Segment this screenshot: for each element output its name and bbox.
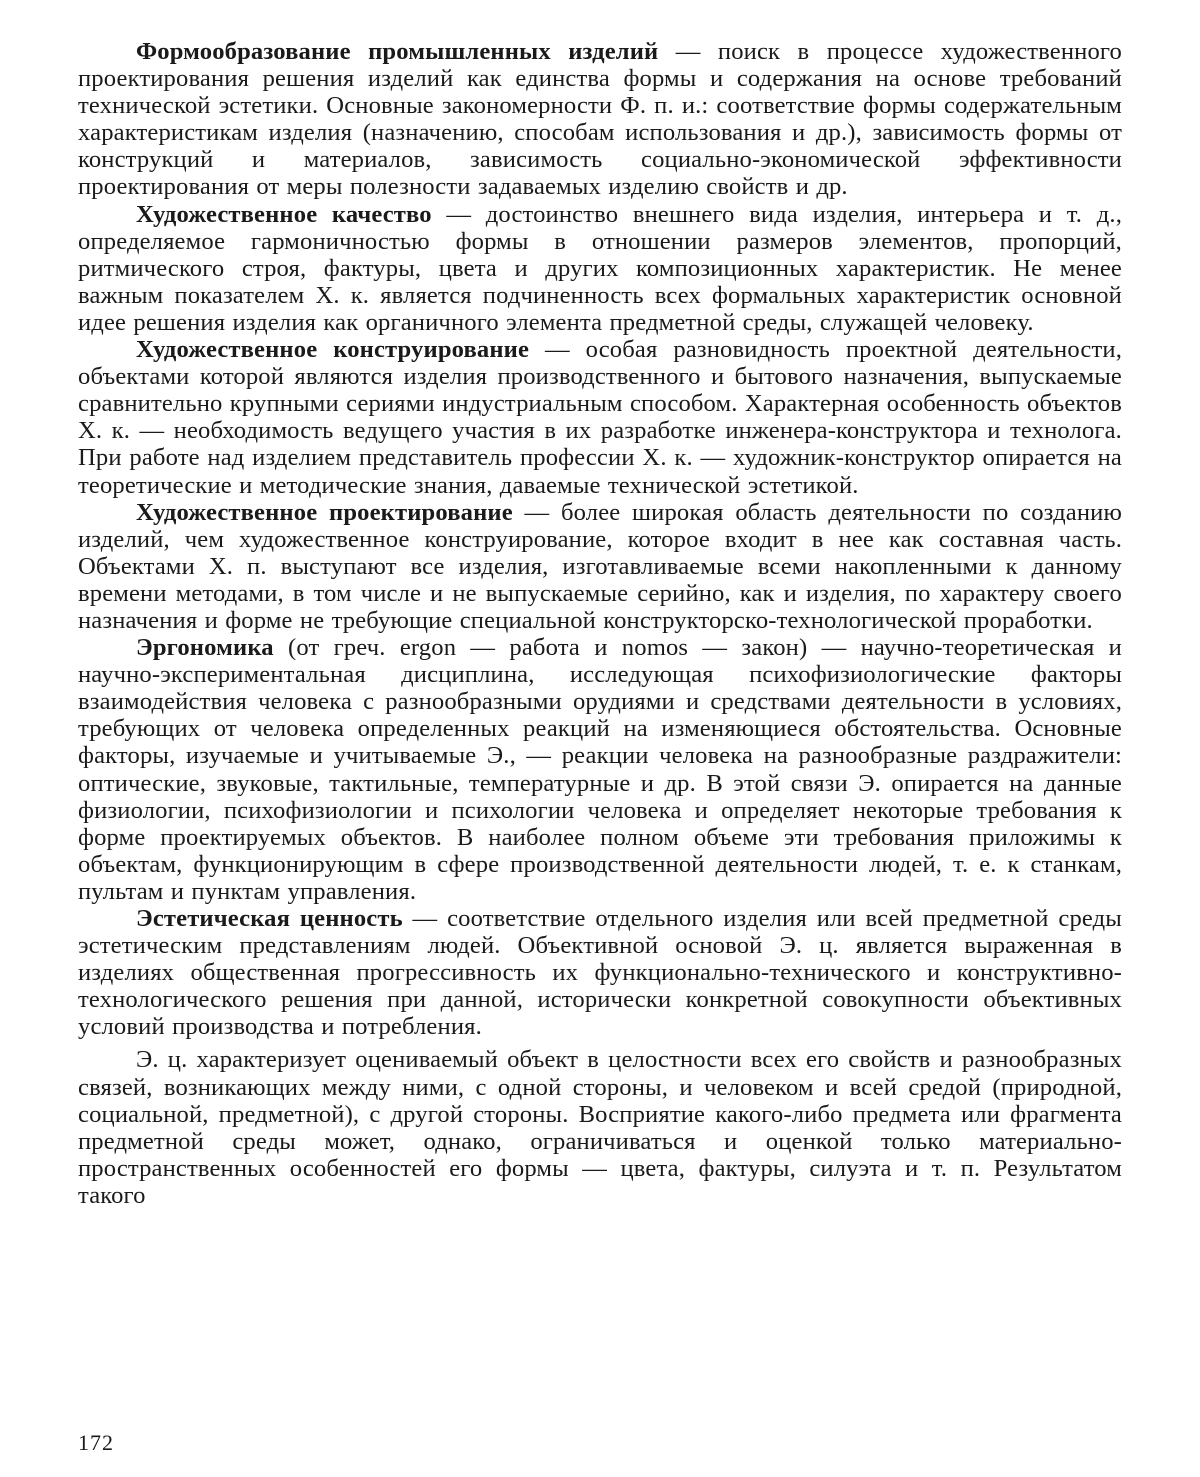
entry-term: Художественное конструирование xyxy=(136,336,530,364)
entry-text: — особая разновидность проектной деятельности, объектами которой являются изделия производственного и бытового назначения, выпускаемые сравнительно крупными сериями индустриальным способом. Характерная особенность объектов Х. к. — необходимость ведущего участия в их разработке инженера-конструктора и технолога. При работе над изделием представитель профессии Х. к. — художник-конструктор опирается на теоретические и методические знания, даваемые технической эстетикой. xyxy=(78,336,1122,499)
entry-text: — соответствие отдельного изделия или всей предметной среды эстетическим представлениям людей. Объективной основой Э. ц. является выраженная в изделиях общественная прогрессивность их функционально-технического и конструктивно-технологического решения при данной, исторически конкретной совокупности объективных условий производства и потребления. xyxy=(78,905,1122,1041)
entry-text: (от греч. ergon — работа и nomos — закон) — научно-теоретическая и научно-экспериментальная дисциплина, исследующая психофизиологические факторы взаимодействия человека с разнообразными орудиями и средствами деятельности в условиях, требующих от человека определенных реакций на изменяющиеся обстоятельства. Основные факторы, изучаемые и учитываемые Э., — реакции человека на разнообразные раздражители: оптические, звуковые, тактильные, температурные и др. В этой связи Э. опирается на данные физиологии, психофизиологии и психологии человека и определяет некоторые требования к форме проектируемых объектов. В наиболее полном объеме эти требования приложимы к объектам, функционирующим в сфере производственной деятельности людей, т. е. к станкам, пультам и пунктам управления. xyxy=(78,634,1122,905)
entry-text: — более широкая область деятельности по созданию изделий, чем художественное конструирование, которое входит в нее как составная часть. Объектами Х. п. выступают все изделия, изготавливаемые всеми накопленными к данному времени методами, в том числе и не выпускаемые серийно, как и изделия, по характеру своего назначения и форме не требующие специальной конструкторско-технологической проработки. xyxy=(78,498,1122,634)
entry-term: Художественное качество xyxy=(136,200,432,228)
entry-artistic-quality xyxy=(78,201,1122,336)
entry-form-shaping xyxy=(78,38,1122,201)
entry-ergonomics xyxy=(78,634,1122,905)
continuation-paragraph: Э. ц. характеризует оцениваемый объект в целостности всех его свойств и разнообразных связей, возникающих между ними, с одной стороны, и человеком и всей средой (природной, социальной, предметной), с другой стороны. Восприятие какого-либо предмета или фрагмента предметной среды может, однако, ограничиваться и оценкой только материально-пространственных особенностей его формы — цвета, фактуры, силуэта и т. п. Результатом такого xyxy=(78,1046,1122,1209)
entry-term: Эргономика xyxy=(136,634,274,662)
page-number: 172 xyxy=(78,1430,114,1455)
entry-term: Эстетическая ценность xyxy=(136,905,403,932)
entry-term: Формообразование промышленных изделий xyxy=(136,38,659,65)
entry-artistic-projecting xyxy=(78,499,1122,634)
entry-aesthetic-value xyxy=(78,905,1122,1040)
page-body xyxy=(78,38,1122,1209)
entry-artistic-design xyxy=(78,336,1122,499)
entry-term: Художественное проектирование xyxy=(136,498,513,526)
entry-text: — достоинство внешнего вида изделия, интерьера и т. д., определяемое гармоничностью формы в отношении размеров элементов, пропорций, ритмического строя, фактуры, цвета и других композиционных характеристик. Не менее важным показателем Х. к. является подчиненность всех формальных характеристик основной идее решения изделия как органичного элемента предметной среды, служащей человеку. xyxy=(78,200,1122,336)
entry-text: — поиск в процессе художественного проектирования решения изделий как единства формы и содержания на основе требований технической эстетики. Основные закономерности Ф. п. и.: соответствие формы содержательным характеристикам изделия (назначению, способам использования и др.), зависимость формы от конструкций и материалов, зависимость социально-экономической эффективности проектирования от меры полезности задаваемых изделию свойств и др. xyxy=(78,38,1122,201)
